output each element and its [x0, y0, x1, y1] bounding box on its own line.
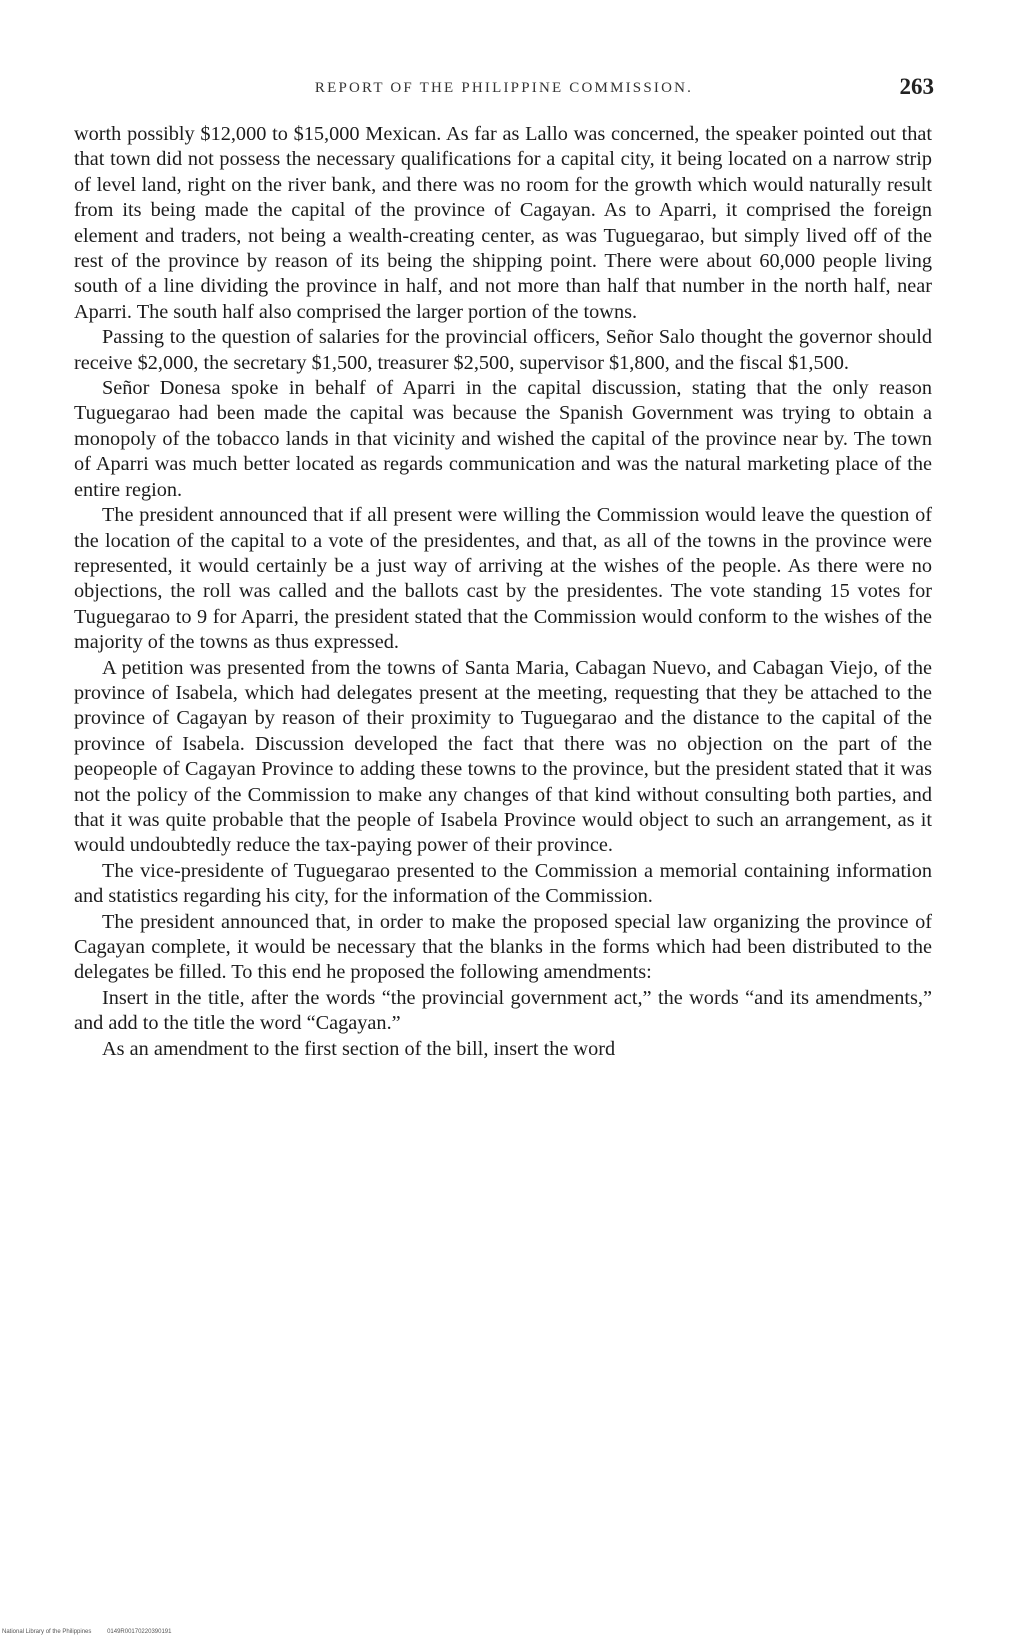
paragraph: As an amendment to the first section of the bill, insert the word: [102, 1037, 616, 1060]
paragraph: Passing to the question of salaries for the provincial officers, Señor Salo thought the governor should receive $2,000, the secretary $1,500, treasurer $2,500, supervisor $1,800, and the fiscal $1,500.: [74, 326, 932, 374]
paragraph-continued: worth possibly $12,000 to $15,000 Mexican. As far as Lallo was concerned, the speaker pointed out that that town did not possess the necessary qualifications for a capital city, it being located on a narrow strip of level land, right on the river bank, and there was no room for the growth which would naturally result from its being made the capital of the province of Cagayan. As to Aparri, it comprised the foreign element and traders, not being a wealth-creating center, as was Tuguegarao, but simply lived off of the rest of the province by reason of its being the shipping point. There were about 60,000 people living south of a line dividing the province in half, and not more than half that number in the north half, near Aparri. The south half also comprised the larger portion of the towns.: [74, 123, 932, 323]
paragraph: Señor Donesa spoke in behalf of Aparri in the capital discussion, stating that the only reason Tuguegarao had been made the capital was because the Spanish Government was trying to obtain a monopoly of the tobacco lands in that vicinity and wished the capital of the province near by. The town of Aparri was much better located as regards communication and was the natural marketing place of the entire region.: [74, 377, 932, 501]
running-head: [74, 76, 934, 106]
running-title: REPORT OF THE PHILIPPINE COMMISSION.: [314, 80, 694, 96]
body-text: [74, 122, 932, 1062]
paragraph: Insert in the title, after the words “the provincial government act,” the words “and its amendments,” and add to the title the word “Cagayan.”: [74, 986, 932, 1035]
scan-footer: [2, 1629, 171, 1635]
footer-library: National Library of the Philippines: [2, 1629, 92, 1635]
paragraph: A petition was presented from the towns of Santa Maria, Cabagan Nuevo, and Cabagan Viejo, of the province of Isabela, which had delegates present at the meeting, requesting that they be attached to the province of Cagayan by reason of their proximity to Tuguegarao and the distance to the capital of the province of Isabela. Discussion developed the fact that there was no objection on the part of the peopeople of Cagayan Province to adding these towns to the province, but the president stated that it was not the policy of the Commission to make any changes of that kind without consulting both parties, and that it was quite probable that the people of Isabela Province would object to such an arrangement, as it would undoubtedly reduce the tax-paying power of their province.: [74, 656, 932, 857]
paragraph: The president announced that, in order to make the proposed special law organizing the province of Cagayan complete, it would be necessary that the blanks in the forms which had been distributed to the delegates be filled. To this end he proposed the following amendments:: [74, 910, 932, 984]
paragraph: The president announced that if all present were willing the Commission would leave the question of the location of the capital to a vote of the presidentes, and that, as all of the towns in the province were represented, it would certainly be a just way of arriving at the wishes of the people. As there were no objections, the roll was called and the ballots cast by the presidentes. The vote standing 15 votes for Tuguegarao to 9 for Aparri, the president stated that the Commission would conform to the wishes of the majority of the towns as thus expressed.: [74, 504, 932, 654]
paragraph: The vice-presidente of Tuguegarao presented to the Commission a memorial containing information and statistics regarding his city, for the information of the Commission.: [74, 859, 932, 908]
page-number: 263: [899, 74, 934, 99]
footer-identifier: 0149R00170220390191: [107, 1629, 172, 1635]
